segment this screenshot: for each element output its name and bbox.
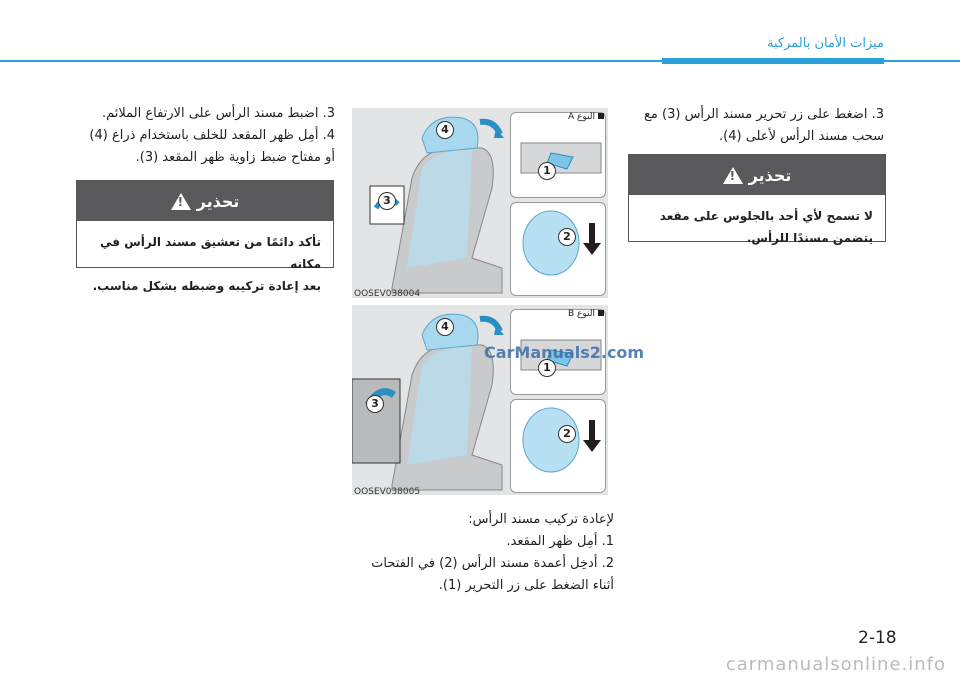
section-header-title: ميزات الأمان بالمركبة [767,36,884,51]
right-warning-body [629,195,885,259]
callout-3: 3 [378,192,396,210]
reinstall-step-1: 1. أمِل ظهر المقعد. [506,534,614,549]
bullet-square-icon [598,310,604,316]
warning-triangle-icon [723,167,743,184]
bullet-square-icon [598,113,604,119]
footer-watermark: carmanualsonline.info [725,654,946,675]
right-warning-header [629,155,885,195]
left-step-3: 3. اضبط مسند الرأس على الارتفاع الملائم. [101,106,335,121]
left-step-4-line2: أو مفتاح ضبط زاوية ظهر المقعد (3). [135,150,335,165]
left-steps [70,103,335,169]
figure-code-a: OOSEV038004 [354,289,421,299]
right-warning-box [628,154,886,245]
right-step-3-line2: سحب مسند الرأس لأعلى (4). [719,129,884,144]
watermark-text: CarManuals2.com [484,343,645,362]
reinstall-intro: لإعادة تركيب مسند الرأس: [468,512,614,527]
headrest-insert-illustration-b [511,400,605,492]
callout-4: 4 [436,318,454,336]
callout-4: 4 [436,121,454,139]
headrest-insert-illustration-a [511,203,605,295]
header-rule-accent [662,58,884,64]
right-step-3-line1: 3. اضغط على زر تحرير مسند الرأس (3) مع [643,107,884,122]
figure-type-b [352,305,608,495]
right-steps [624,104,884,148]
variant-label-b: النوع B [567,309,595,319]
reinstall-step-2-line2: أثناء الضغط على زر التحرير (1). [438,578,614,593]
figure-code-b: OOSEV038005 [354,487,421,497]
release-button-illustration-a [511,113,605,197]
callout-1: 1 [538,162,556,180]
inset-headrest-insert-b [510,399,606,493]
inset-headrest-insert-a [510,202,606,296]
left-warning-box [76,180,334,293]
variant-tag-b [568,309,604,319]
callout-3: 3 [366,395,384,413]
callout-2: 2 [558,228,576,246]
figure-type-a [352,108,608,298]
warning-triangle-icon [171,193,191,210]
right-warning-heading: تحذير [748,165,792,185]
page-number: 2-18 [858,628,897,648]
reinstall-step-2-line1: 2. أدخِل أعمدة مسند الرأس (2) في الفتحات [371,556,614,571]
reinstall-steps [352,509,614,597]
left-warning-header [77,181,333,221]
left-warning-body [77,221,333,307]
left-warning-line2: بعد إعادة تركيبه وضبطه بشكل مناسب. [92,279,321,293]
right-warning-line2: يتضمن مسندًا للرأس. [746,231,873,245]
left-warning-heading: تحذير [196,191,240,211]
left-step-4-line1: 4. أمِل ظهر المقعد للخلف باستخدام ذراع (4) [89,128,335,143]
left-warning-line1: تأكد دائمًا من تعشيق مسند الرأس في مكانه [100,235,321,271]
variant-tag-a [568,112,604,122]
inset-release-button-a [510,112,606,198]
callout-2: 2 [558,425,576,443]
callout-1: 1 [538,359,556,377]
right-warning-line1: لا تسمح لأي أحد بالجلوس على مقعد [659,209,873,223]
variant-label-a: النوع A [567,112,595,122]
